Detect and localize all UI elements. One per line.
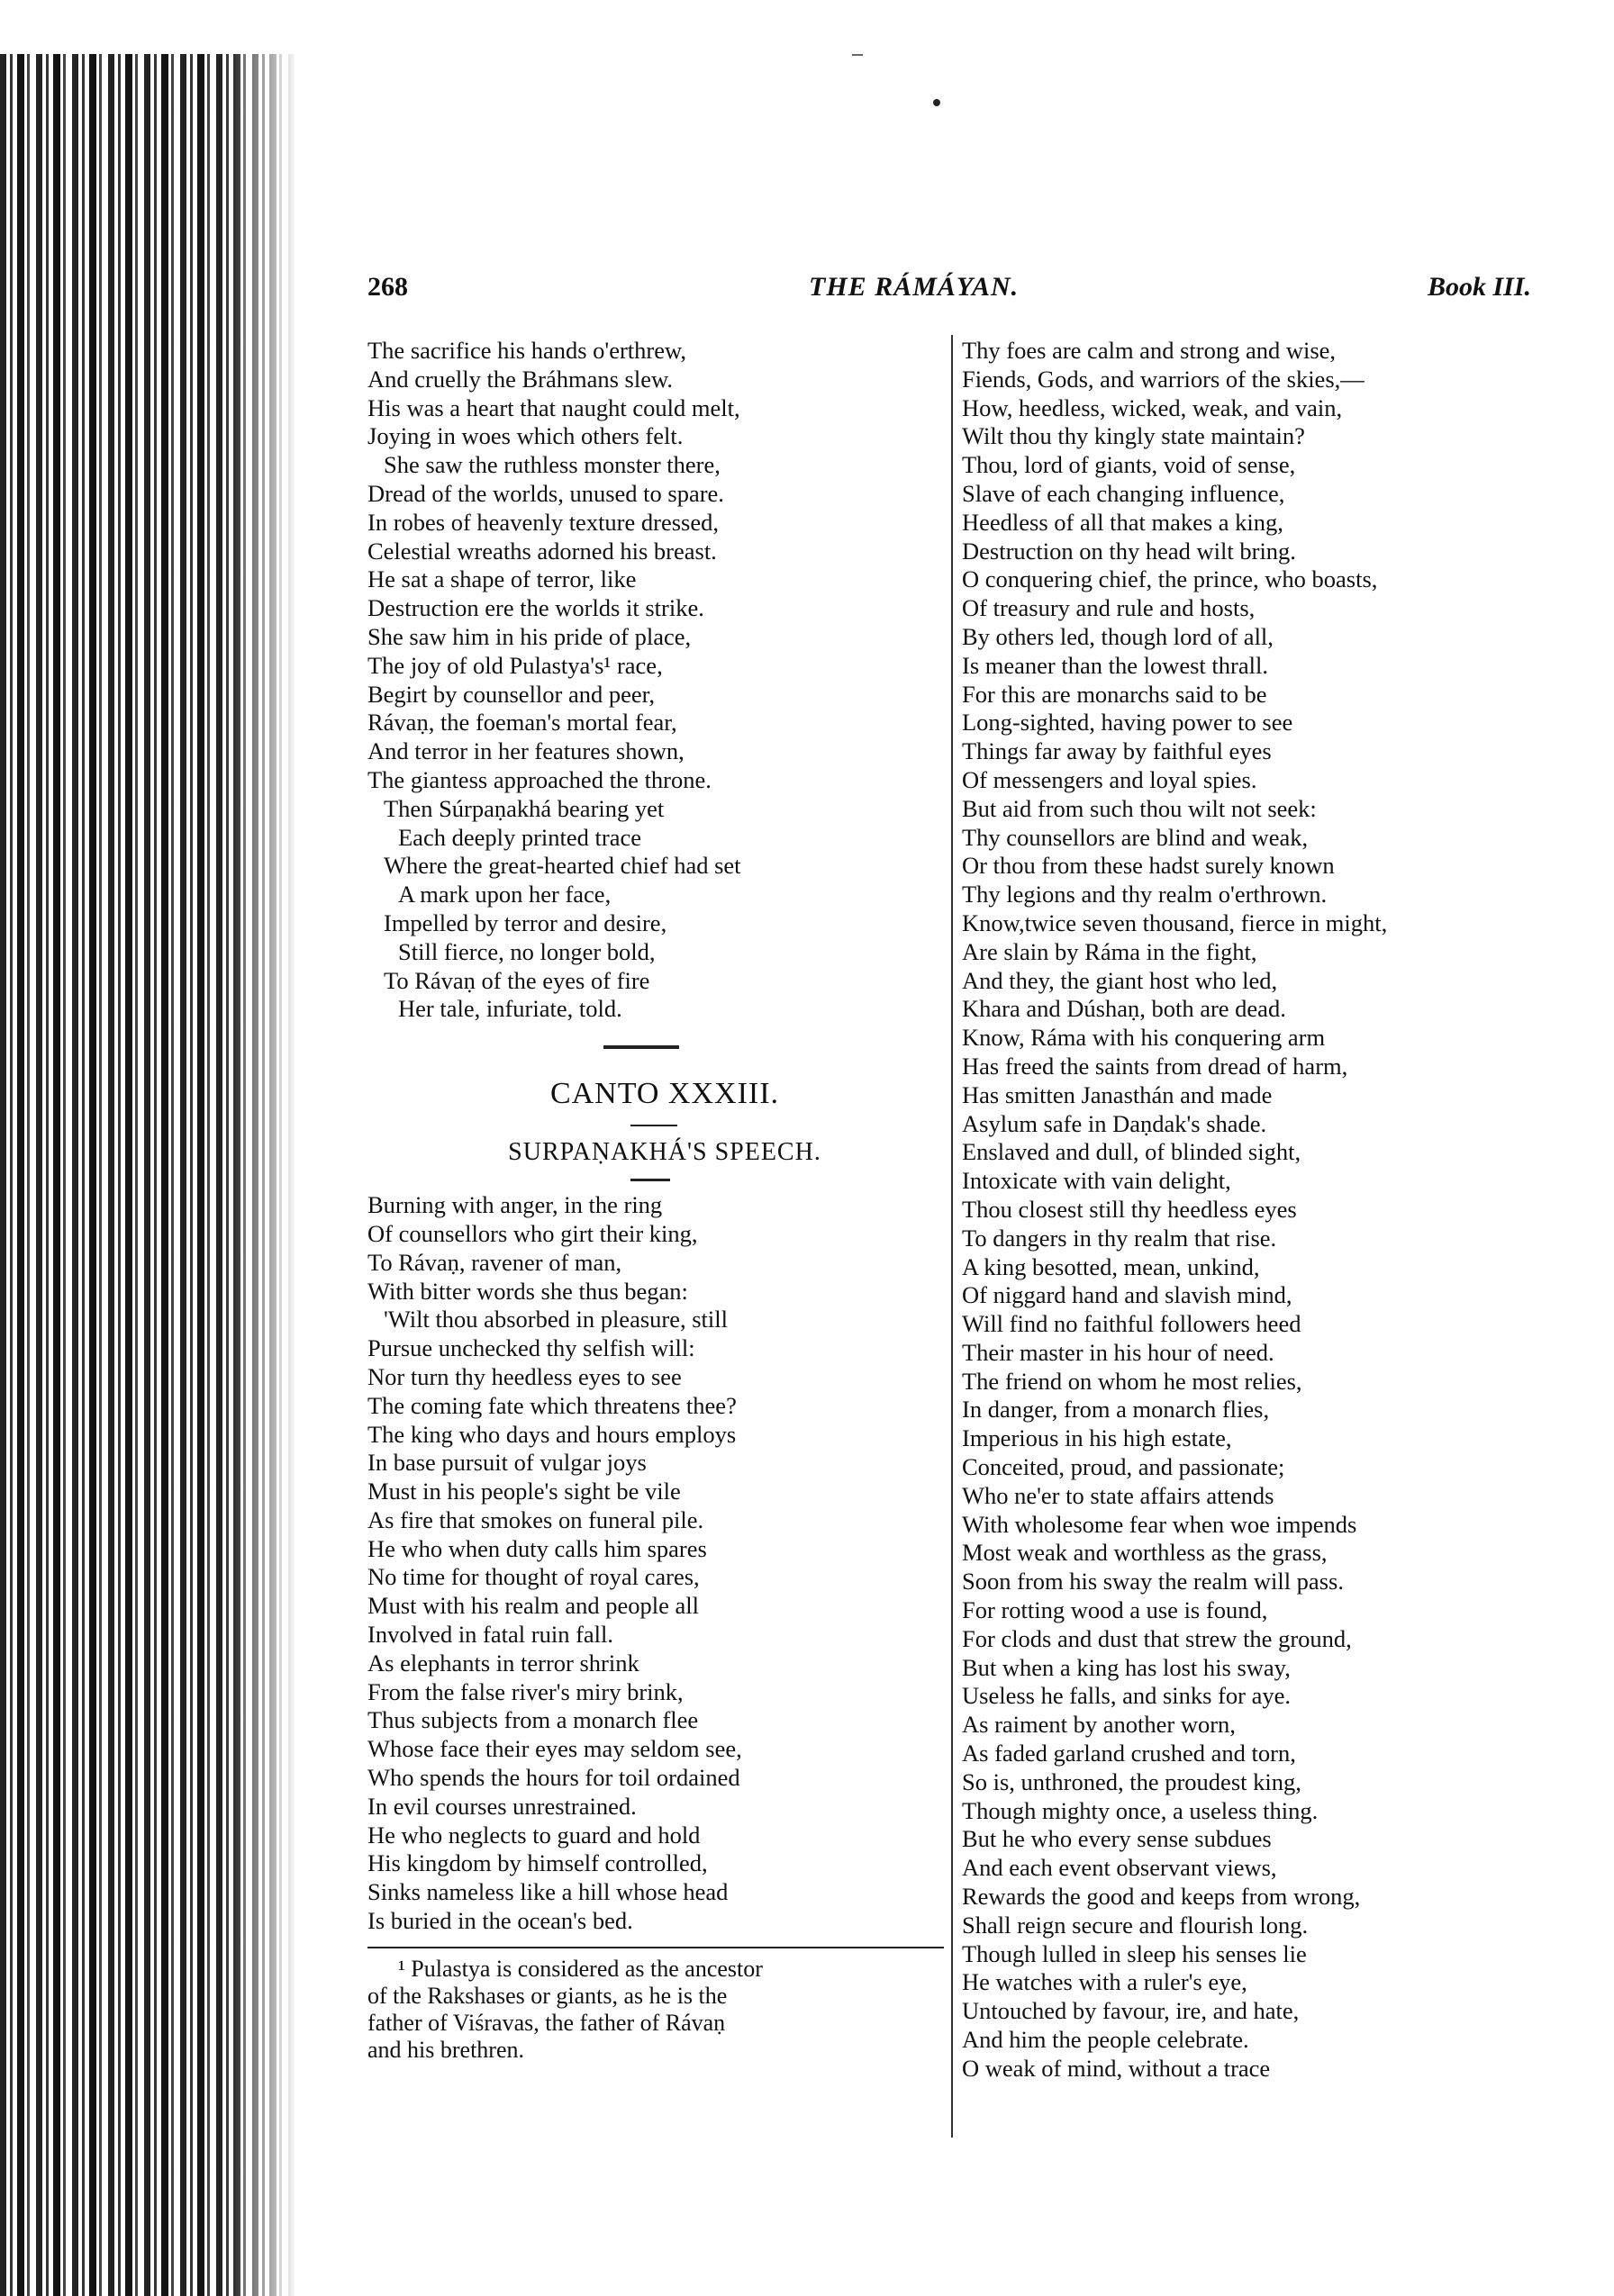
verse-line: To dangers in thy realm that rise. bbox=[962, 1224, 1277, 1252]
verse-line: In robes of heavenly texture dressed, bbox=[367, 508, 719, 536]
book-label: Book III. bbox=[1427, 272, 1531, 302]
footnote bbox=[367, 1956, 944, 2064]
ink-speck bbox=[933, 99, 940, 106]
verse-line: Wilt thou thy kingly state maintain? bbox=[962, 422, 1305, 450]
verse-line: Who spends the hours for toil ordained bbox=[367, 1764, 740, 1792]
running-title: THE RÁMÁYAN. bbox=[809, 272, 1020, 302]
verse-line: The coming fate which threatens thee? bbox=[367, 1391, 737, 1419]
verse-line: But when a king has lost his sway, bbox=[962, 1653, 1291, 1681]
column-divider bbox=[951, 335, 953, 2138]
verse-line: She saw the ruthless monster there, bbox=[384, 451, 721, 479]
verse-line: Thy counsellors are blind and weak, bbox=[962, 823, 1309, 851]
verse-line: Of treasury and rule and hosts, bbox=[962, 594, 1256, 622]
verse-line: Who ne'er to state affairs attends bbox=[962, 1481, 1274, 1509]
verse-line: Thus subjects from a monarch flee bbox=[367, 1706, 699, 1734]
verse-line: Rewards the good and keeps from wrong, bbox=[962, 1883, 1361, 1911]
verse-line: Where the great-hearted chief had set bbox=[384, 852, 741, 880]
verse-line: O weak of mind, without a trace bbox=[962, 2054, 1271, 2082]
verse-line: The king who days and hours employs bbox=[367, 1420, 737, 1448]
verse-line: Will find no faithful followers heed bbox=[962, 1310, 1301, 1338]
verse-line: In base pursuit of vulgar joys bbox=[367, 1449, 647, 1477]
verse-line: But aid from such thou wilt not seek: bbox=[962, 794, 1317, 822]
verse-line: Of niggard hand and slavish mind, bbox=[962, 1281, 1292, 1309]
verse-line: Celestial wreaths adorned his breast. bbox=[367, 537, 717, 565]
footnote-rule bbox=[367, 1936, 944, 1956]
verse-line: He sat a shape of terror, like bbox=[367, 565, 637, 593]
verse-line: So is, unthroned, the proudest king, bbox=[962, 1767, 1301, 1795]
verse-line: Thou closest still thy heedless eyes bbox=[962, 1195, 1297, 1223]
verse-line: And cruelly the Bráhmans slew. bbox=[367, 365, 674, 393]
verse-line: His kingdom by himself controlled, bbox=[367, 1849, 708, 1877]
verse-line: Heedless of all that makes a king, bbox=[962, 508, 1283, 536]
page-number: 268 bbox=[367, 272, 408, 302]
footnote-line: of the Rakshases or giants, as he is the bbox=[367, 1982, 728, 2009]
verse-line: Begirt by counsellor and peer, bbox=[367, 680, 656, 708]
verse-line: Rávaṇ, the foeman's mortal fear, bbox=[367, 709, 677, 737]
verse-line: He watches with a ruler's eye, bbox=[962, 1968, 1247, 1996]
ornament-divider bbox=[367, 1024, 944, 1069]
verse-line: As faded garland crushed and torn, bbox=[962, 1740, 1296, 1767]
verse-line: 'Wilt thou absorbed in pleasure, still bbox=[384, 1306, 728, 1333]
left-column bbox=[367, 337, 944, 2064]
verse-line: Her tale, infuriate, told. bbox=[398, 995, 622, 1023]
verse-line: Long-sighted, having power to see bbox=[962, 709, 1293, 737]
verse-line: In evil courses unrestrained. bbox=[367, 1792, 637, 1820]
binding-fade bbox=[225, 54, 297, 2296]
verse-line: Conceited, proud, and passionate; bbox=[962, 1453, 1285, 1481]
verse-line: Shall reign secure and flourish long. bbox=[962, 1911, 1309, 1939]
footnote-line: and his brethren. bbox=[367, 2036, 525, 2063]
verse-line: Whose face their eyes may seldom see, bbox=[367, 1735, 742, 1763]
verse-line: And terror in her features shown, bbox=[367, 737, 685, 765]
verse-line: O conquering chief, the prince, who boasts, bbox=[962, 565, 1378, 593]
verse-line: From the false river's miry brink, bbox=[367, 1677, 684, 1705]
verse-line: With wholesome fear when woe impends bbox=[962, 1510, 1357, 1538]
verse-line: Joying in woes which others felt. bbox=[367, 422, 684, 450]
canto-title: CANTO XXXIII. bbox=[549, 1077, 780, 1111]
verse-line: Dread of the worlds, unused to spare. bbox=[367, 479, 724, 507]
page-header bbox=[367, 272, 1531, 308]
verse-line: The joy of old Pulastya's¹ race, bbox=[367, 651, 663, 679]
verse-line: Is meaner than the lowest thrall. bbox=[962, 651, 1268, 679]
verse-line: Know,twice seven thousand, fierce in might, bbox=[962, 908, 1388, 936]
subtitle-dash bbox=[367, 1173, 944, 1191]
verse-line: Of counsellors who girt their king, bbox=[367, 1219, 698, 1247]
verse-line: Khara and Dúshaṇ, both are dead. bbox=[962, 995, 1286, 1023]
verse-line: Their master in his hour of need. bbox=[962, 1338, 1274, 1366]
verse-line: Thy legions and thy realm o'erthrown. bbox=[962, 881, 1328, 908]
verse-line: Soon from his sway the realm will pass. bbox=[962, 1568, 1344, 1595]
verse-line: Though lulled in sleep his senses lie bbox=[962, 1939, 1307, 1967]
canto-subtitle: SURPAṆAKHÁ'S SPEECH. bbox=[508, 1138, 821, 1167]
ink-mark bbox=[852, 54, 863, 56]
verse-line: The friend on whom he most relies, bbox=[962, 1367, 1302, 1395]
verse-line: His was a heart that naught could melt, bbox=[367, 393, 740, 421]
verse-line: Intoxicate with vain delight, bbox=[962, 1167, 1231, 1195]
verse-line: Still fierce, no longer bold, bbox=[398, 937, 656, 965]
verse-line: Pursue unchecked thy selfish will: bbox=[367, 1334, 695, 1362]
verse-line: As fire that smokes on funeral pile. bbox=[367, 1505, 704, 1533]
verse-line: No time for thought of royal cares, bbox=[367, 1563, 700, 1591]
verse-line: A king besotted, mean, unkind, bbox=[962, 1252, 1260, 1280]
verse-line: Each deeply printed trace bbox=[398, 823, 642, 851]
verse-line: And they, the giant host who led, bbox=[962, 966, 1278, 994]
verse-line: Must in his people's sight be vile bbox=[367, 1478, 681, 1505]
verse-line: For clods and dust that strew the ground, bbox=[962, 1624, 1352, 1652]
verse-line: In danger, from a monarch flies, bbox=[962, 1396, 1270, 1424]
verse-block-top bbox=[367, 337, 944, 1024]
verse-line: Enslaved and dull, of blinded sight, bbox=[962, 1138, 1301, 1166]
right-column bbox=[962, 337, 1538, 2084]
verse-line: The giantess approached the throne. bbox=[367, 765, 712, 793]
verse-line: Destruction on thy head wilt bring. bbox=[962, 537, 1296, 565]
verse-line: Fiends, Gods, and warriors of the skies,— bbox=[962, 365, 1365, 393]
verse-line: Thou, lord of giants, void of sense, bbox=[962, 451, 1296, 479]
verse-line: He who when duty calls him spares bbox=[367, 1534, 707, 1562]
verse-line: Are slain by Ráma in the fight, bbox=[962, 937, 1257, 965]
verse-line: Sinks nameless like a hill whose head bbox=[367, 1878, 729, 1906]
footnote-line: father of Viśravas, the father of Rávaṇ bbox=[367, 2009, 726, 2036]
verse-line: As elephants in terror shrink bbox=[367, 1649, 639, 1677]
verse-line: And each event observant views, bbox=[962, 1854, 1277, 1882]
verse-line: Burning with anger, in the ring bbox=[367, 1191, 663, 1219]
verse-line: Thy foes are calm and strong and wise, bbox=[962, 337, 1337, 364]
verse-line: Of messengers and loyal spies. bbox=[962, 765, 1257, 793]
verse-line: Destruction ere the worlds it strike. bbox=[367, 594, 704, 622]
verse-line: Nor turn thy heedless eyes to see bbox=[367, 1362, 682, 1390]
verse-line: For this are monarchs said to be bbox=[962, 680, 1267, 708]
verse-line: Though mighty once, a useless thing. bbox=[962, 1796, 1319, 1824]
verse-line: To Rávaṇ, ravener of man, bbox=[367, 1248, 622, 1276]
verse-block-canto bbox=[367, 1191, 944, 1936]
verse-line: Untouched by favour, ire, and hate, bbox=[962, 1997, 1300, 2025]
verse-line: She saw him in his pride of place, bbox=[367, 622, 692, 650]
verse-line: The sacrifice his hands o'erthrew, bbox=[367, 337, 687, 364]
verse-line: With bitter words she thus began: bbox=[367, 1277, 688, 1305]
verse-line: Is buried in the ocean's bed. bbox=[367, 1907, 633, 1935]
verse-line: Know, Ráma with his conquering arm bbox=[962, 1024, 1326, 1052]
verse-line: Most weak and worthless as the grass, bbox=[962, 1539, 1328, 1567]
verse-line: To Rávaṇ of the eyes of fire bbox=[384, 966, 650, 994]
verse-line: Useless he falls, and sinks for aye. bbox=[962, 1682, 1292, 1710]
verse-line: Then Súrpaṇakhá bearing yet bbox=[384, 794, 665, 822]
verse-line: By others led, though lord of all, bbox=[962, 622, 1274, 650]
verse-line: He who neglects to guard and hold bbox=[367, 1821, 701, 1849]
verse-line: Involved in fatal ruin fall. bbox=[367, 1621, 614, 1649]
verse-line: Must with his realm and people all bbox=[367, 1592, 699, 1620]
verse-line: Has freed the saints from dread of harm, bbox=[962, 1052, 1348, 1080]
verse-line: As raiment by another worn, bbox=[962, 1711, 1236, 1739]
verse-line: Asylum safe in Daṇdak's shade. bbox=[962, 1109, 1267, 1137]
verse-line: For rotting wood a use is found, bbox=[962, 1596, 1268, 1624]
verse-line: Things far away by faithful eyes bbox=[962, 737, 1272, 765]
verse-line: Slave of each changing influence, bbox=[962, 479, 1285, 507]
footnote-line: ¹ Pulastya is considered as the ancestor bbox=[398, 1955, 763, 1982]
verse-line: How, heedless, wicked, weak, and vain, bbox=[962, 393, 1343, 421]
verse-line: Imperious in his high estate, bbox=[962, 1424, 1232, 1452]
verse-line: And him the people celebrate. bbox=[962, 2026, 1249, 2054]
title-dash bbox=[367, 1119, 944, 1132]
verse-line: Impelled by terror and desire, bbox=[384, 908, 667, 936]
verse-line: Has smitten Janasthán and made bbox=[962, 1080, 1273, 1108]
verse-line: Or thou from these hadst surely known bbox=[962, 852, 1335, 880]
verse-line: But he who every sense subdues bbox=[962, 1825, 1272, 1853]
verse-line: A mark upon her face, bbox=[398, 881, 612, 908]
